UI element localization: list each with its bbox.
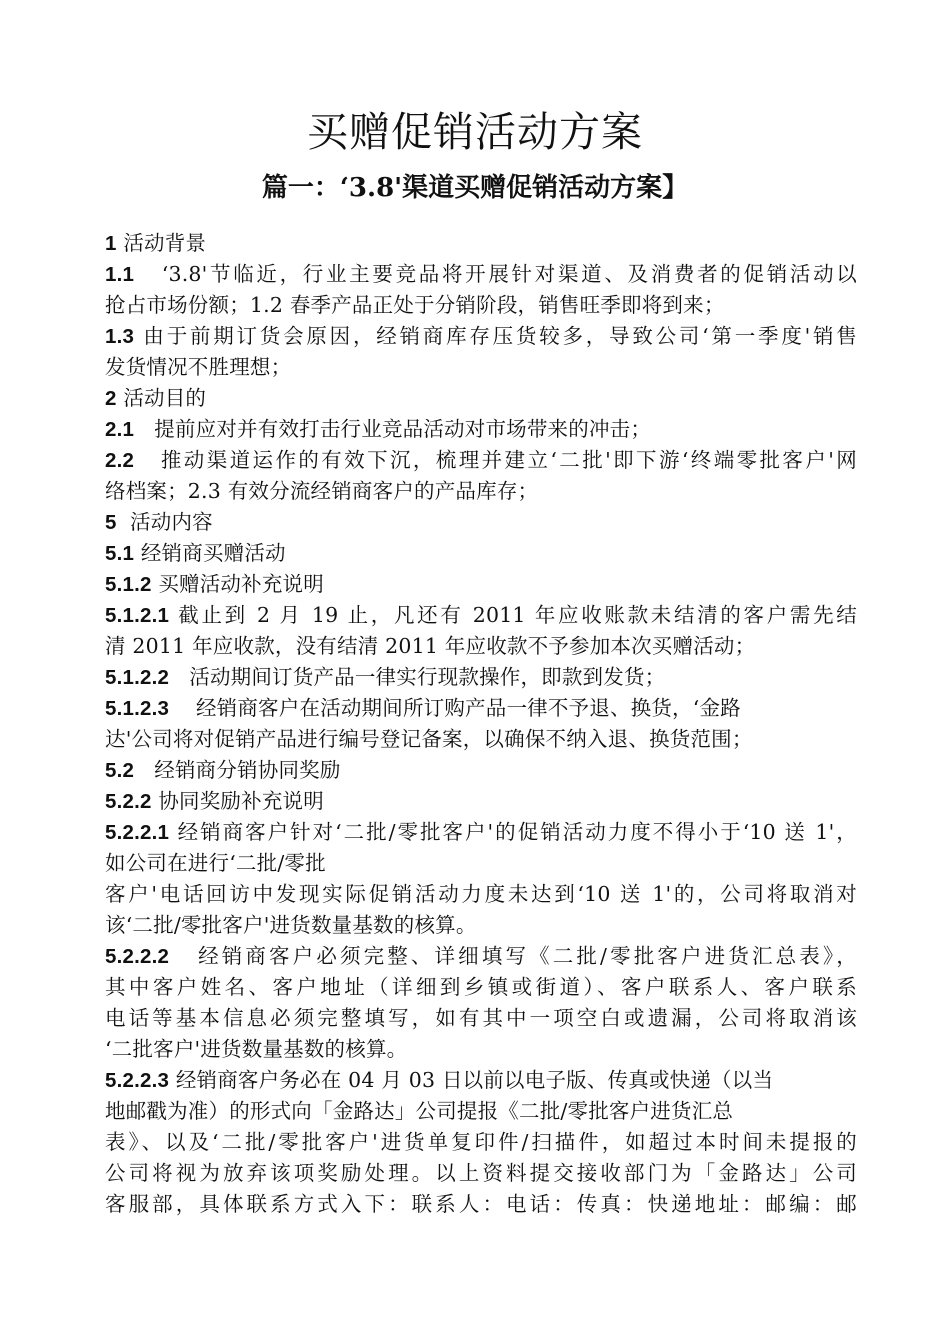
text-line xyxy=(105,476,857,507)
line-text: 买赠活动补充说明 xyxy=(158,572,324,596)
text-line xyxy=(105,910,857,941)
text-line xyxy=(105,538,857,569)
text-line xyxy=(105,662,857,693)
line-text: 协同奖励补充说明 xyxy=(158,789,324,813)
text-line xyxy=(105,1034,857,1065)
text-line xyxy=(105,228,857,259)
text-line xyxy=(105,1127,857,1158)
line-text: 经销商客户针对‘二批/零批客户'的促销活动力度不得小于‘10 送 1'， xyxy=(177,820,857,844)
line-text: 抢占市场份额；1.2 春季产品正处于分销阶段，销售旺季即将到来； xyxy=(105,293,725,317)
text-line xyxy=(105,941,857,972)
text-line xyxy=(105,414,857,445)
text-line xyxy=(105,817,857,848)
text-line xyxy=(105,755,857,786)
text-line xyxy=(105,352,857,383)
text-line xyxy=(105,321,857,352)
line-text: 活动内容 xyxy=(123,510,213,534)
section-number: 5.1.2.3 xyxy=(105,697,170,720)
line-text: 客服部，具体联系方式入下：联系人：电话：传真：快递地址：邮编：邮 xyxy=(105,1192,857,1216)
line-text: 表》、以及‘二批/零批客户'进货单复印件/扫描件，如超过本时间未提报的 xyxy=(105,1130,857,1154)
section-number: 5.2.2.1 xyxy=(105,821,170,844)
line-text: ‘二批客户'进货数量基数的核算。 xyxy=(105,1037,408,1061)
line-text: 达'公司将对促销产品进行编号登记备案，以确保不纳入退、换货范围； xyxy=(105,727,753,751)
line-text: 公司将视为放弃该项奖励处理。以上资料提交接收部门为「金路达」公司 xyxy=(105,1161,857,1185)
text-line xyxy=(105,383,857,414)
line-text: ‘3.8'节临近，行业主要竞品将开展针对渠道、及消费者的促销活动以 xyxy=(143,262,857,286)
line-text: 经销商客户在活动期间所订购产品一律不予退、换货，‘金路 xyxy=(175,696,741,720)
line-text: 推动渠道运作的有效下沉，梳理并建立‘二批'即下游‘终端零批客户'网 xyxy=(143,448,857,472)
section-number: 5.1 xyxy=(105,542,135,565)
text-line xyxy=(105,724,857,755)
section-number: 2.1 xyxy=(105,418,135,441)
section-number: 5.1.2.2 xyxy=(105,666,170,689)
line-text: 截止到 2 月 19 止，凡还有 2011 年应收账款未结清的客户需先结 xyxy=(178,603,857,627)
line-text: 活动期间订货产品一律实行现款操作，即款到发货； xyxy=(175,665,666,689)
line-text: 提前应对并有效打击行业竞品活动对市场带来的冲击； xyxy=(140,417,652,441)
line-text: 活动背景 xyxy=(123,231,207,255)
line-text: 经销商分销协同奖励 xyxy=(140,758,341,782)
section-number: 5.2.2.3 xyxy=(105,1069,170,1092)
text-line xyxy=(105,972,857,1003)
text-line xyxy=(105,1003,857,1034)
document-body xyxy=(105,228,857,1220)
line-text: 地邮戳为准）的形式向「金路达」公司提报《二批/零批客户进货汇总 xyxy=(105,1099,734,1123)
text-line xyxy=(105,507,857,538)
section-number: 1.1 xyxy=(105,263,135,286)
text-line xyxy=(105,786,857,817)
text-line xyxy=(105,1096,857,1127)
line-text: 活动目的 xyxy=(123,386,207,410)
line-text: 由于前期订货会原因，经销商库存压货较多，导致公司‘第一季度'销售 xyxy=(143,324,857,348)
section-number: 5 xyxy=(105,511,117,534)
text-line xyxy=(105,693,857,724)
section-number: 5.2.2 xyxy=(105,790,152,813)
line-text: 如公司在进行‘二批/零批 xyxy=(105,851,326,875)
line-text: 发货情况不胜理想； xyxy=(105,355,292,379)
section-number: 1.3 xyxy=(105,325,135,348)
line-text: 该‘二批/零批客户'进货数量基数的核算。 xyxy=(105,913,477,937)
text-line xyxy=(105,1065,857,1096)
line-text: 电话等基本信息必须完整填写，如有其中一项空白或遗漏，公司将取消该 xyxy=(105,1006,857,1030)
line-text: 经销商客户务必在 04 月 03 日以前以电子版、传真或快递（以当 xyxy=(175,1068,774,1092)
text-line xyxy=(105,848,857,879)
line-text: 络档案；2.3 有效分流经销商客户的产品库存； xyxy=(105,479,539,503)
section-number: 2 xyxy=(105,387,117,410)
text-line xyxy=(105,1189,857,1220)
text-line xyxy=(105,600,857,631)
line-text: 经销商客户必须完整、详细填写《二批/零批客户进货汇总表》， xyxy=(178,944,857,968)
section-number: 5.2.2.2 xyxy=(105,945,170,968)
section-number: 5.2 xyxy=(105,759,135,782)
text-line xyxy=(105,290,857,321)
text-line xyxy=(105,631,857,662)
section-number: 5.1.2.1 xyxy=(105,604,170,627)
document-title: 买赠促销活动方案 xyxy=(307,108,643,156)
document-subtitle: 篇一：‘3.8'渠道买赠促销活动方案】 xyxy=(261,173,689,203)
text-line xyxy=(105,445,857,476)
line-text: 客户'电话回访中发现实际促销活动力度未达到‘10 送 1'的，公司将取消对 xyxy=(105,882,857,906)
text-line xyxy=(105,879,857,910)
text-line xyxy=(105,259,857,290)
section-number: 5.1.2 xyxy=(105,573,152,596)
section-number: 1 xyxy=(105,232,117,255)
line-text: 其中客户姓名、客户地址（详细到乡镇或街道）、客户联系人、客户联系 xyxy=(105,975,857,999)
section-number: 2.2 xyxy=(105,449,135,472)
text-line xyxy=(105,569,857,600)
text-line xyxy=(105,1158,857,1189)
line-text: 经销商买赠活动 xyxy=(140,541,286,565)
line-text: 清 2011 年应收款，没有结清 2011 年应收款不予参加本次买赠活动； xyxy=(105,634,756,658)
